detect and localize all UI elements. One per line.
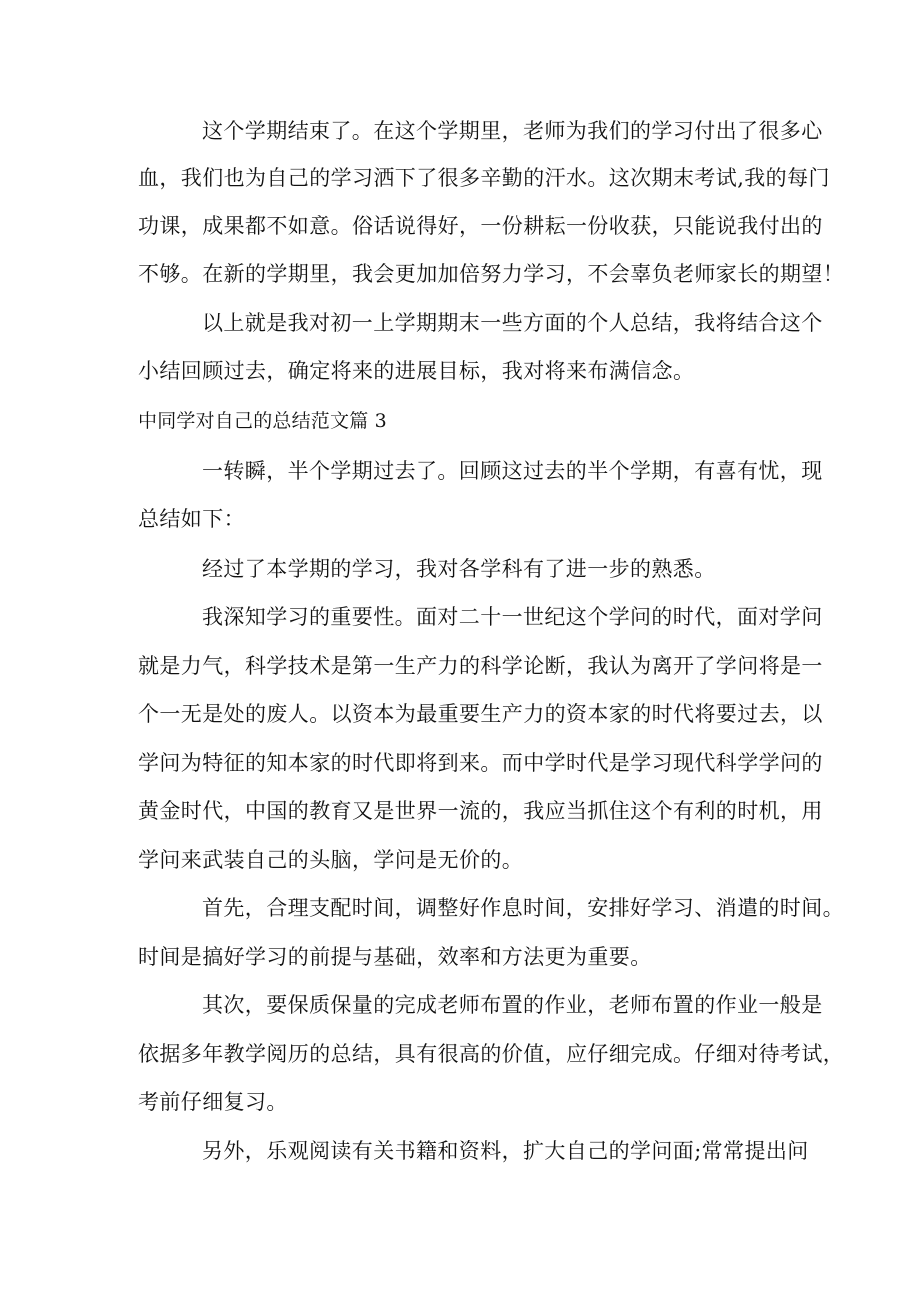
paragraph-line: 时间是搞好学习的前提与基础，效率和方法更为重要。	[138, 945, 652, 969]
paragraph-line: 就是力气，科学技术是第一生产力的科学论断，我认为离开了学问将是一	[138, 654, 823, 678]
paragraph-line: 小结回顾过去，确定将来的进展目标，我对将来布满信念。	[138, 359, 695, 383]
paragraph-line: 不够。在新的学期里，我会更加加倍努力学习，不会辜负老师家长的期望！	[138, 262, 845, 286]
paragraph-line: 我深知学习的重要性。面对二十一世纪这个学问的时代，面对学问	[202, 605, 823, 629]
paragraph-line: 一转瞬，半个学期过去了。回顾这过去的半个学期，有喜有忧，现	[202, 459, 823, 483]
paragraph-line: 考前仔细复习。	[138, 1090, 288, 1114]
paragraph-line: 学问为特征的知本家的时代即将到来。而中学时代是学习现代科学学问的	[138, 751, 823, 775]
paragraph-line: 学问来武装自己的头脑，学问是无价的。	[138, 848, 524, 872]
paragraph-line: 这个学期结束了。在这个学期里，老师为我们的学习付出了很多心	[202, 119, 823, 143]
paragraph-line: 黄金时代，中国的教育又是世界一流的，我应当抓住这个有利的时机，用	[138, 799, 823, 823]
paragraph-line: 经过了本学期的学习，我对各学科有了进一步的熟悉。	[202, 557, 716, 581]
paragraph-line: 总结如下：	[138, 507, 245, 531]
paragraph-line: 血，我们也为自己的学习洒下了很多辛勤的汗水。这次期末考试,我的每门	[138, 166, 830, 190]
section-heading: 中同学对自己的总结范文篇 3	[138, 410, 387, 432]
paragraph-line: 另外，乐观阅读有关书籍和资料，扩大自己的学问面;常常提出问	[202, 1139, 809, 1163]
paragraph-line: 功课，成果都不如意。俗话说得好，一份耕耘一份收获，只能说我付出的	[138, 214, 823, 238]
paragraph-line: 以上就是我对初一上学期期末一些方面的个人总结，我将结合这个	[202, 311, 823, 335]
paragraph-line: 首先，合理支配时间，调整好作息时间，安排好学习、消遣的时间。	[202, 896, 844, 920]
paragraph-line: 个一无是处的废人。以资本为最重要生产力的资本家的时代将要过去，以	[138, 702, 823, 726]
paragraph-line: 依据多年教学阅历的总结，具有很高的价值，应仔细完成。仔细对待考试，	[138, 1042, 845, 1066]
paragraph-line: 其次，要保质保量的完成老师布置的作业，老师布置的作业一般是	[202, 993, 823, 1017]
